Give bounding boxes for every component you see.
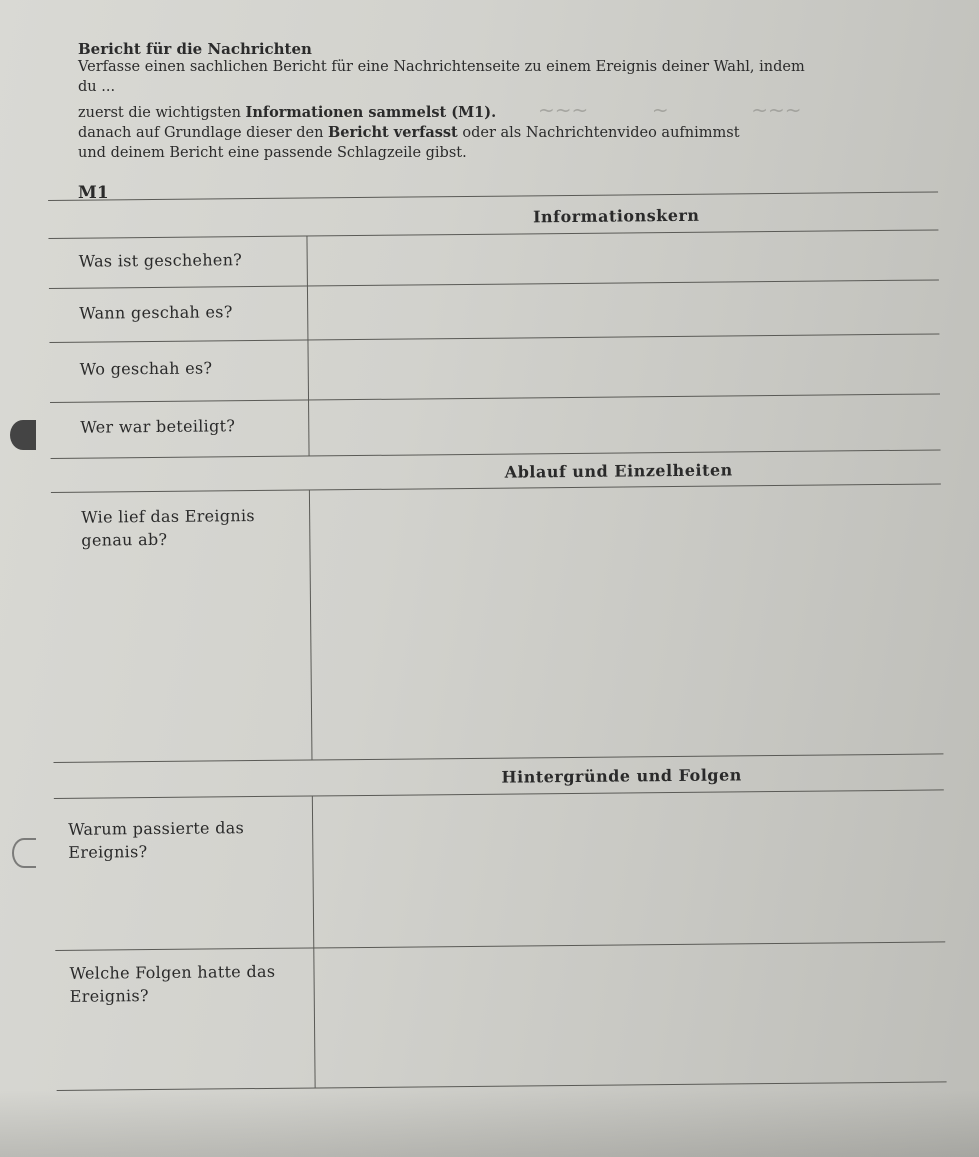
section-heading-hintergruende: Hintergründe und Folgen	[501, 765, 742, 787]
answer-cell-wer[interactable]	[312, 396, 932, 454]
question-wann: Wann geschah es?	[79, 302, 233, 323]
punch-hole-mark	[10, 420, 36, 450]
material-label: M1	[78, 183, 109, 203]
column-divider	[312, 795, 316, 1087]
question-ablauf: Wie lief das Ereignis genau ab?	[81, 506, 255, 550]
answer-cell-wo[interactable]	[311, 336, 932, 398]
section-heading-informationskern: Informationskern	[532, 205, 700, 227]
question-warum: Warum passierte das Ereignis?	[68, 818, 245, 862]
task-step-2: danach auf Grundlage dieser den Bericht verfasst oder als Nachrichtenvideo aufnimmst	[78, 124, 740, 141]
table-top-border	[48, 191, 938, 201]
punch-hole-mark	[12, 838, 36, 868]
answer-cell-wann[interactable]	[311, 282, 931, 338]
section-heading-ablauf: Ablauf und Einzelheiten	[504, 460, 733, 482]
question-was: Was ist geschehen?	[78, 250, 243, 271]
task-step-1: zuerst die wichtigsten Informationen sammelst (M1).	[78, 104, 497, 121]
column-divider	[309, 489, 313, 759]
faint-pencil-marks: ~~~ ~ ~~~	[538, 98, 802, 122]
question-folgen: Welche Folgen hatte das Ereignis?	[69, 961, 276, 1006]
answer-cell-warum[interactable]	[316, 792, 937, 946]
answer-cell-was[interactable]	[310, 232, 930, 284]
column-divider	[306, 236, 309, 456]
info-table	[48, 181, 957, 1102]
worksheet-title: Bericht für die Nachrichten	[78, 40, 312, 58]
task-intro: Verfasse einen sachlichen Bericht für eine Nachrichtenseite zu einem Ereignis deiner Wahl, indem	[78, 59, 805, 75]
task-step-3: und deinem Bericht eine passende Schlagzeile gibst.	[78, 145, 467, 161]
question-wo: Wo geschah es?	[79, 358, 213, 379]
answer-cell-folgen[interactable]	[317, 943, 938, 1085]
task-intro-continued: du ...	[78, 79, 116, 95]
answer-cell-ablauf[interactable]	[313, 486, 936, 758]
question-wer: Wer war beteiligt?	[80, 416, 236, 437]
